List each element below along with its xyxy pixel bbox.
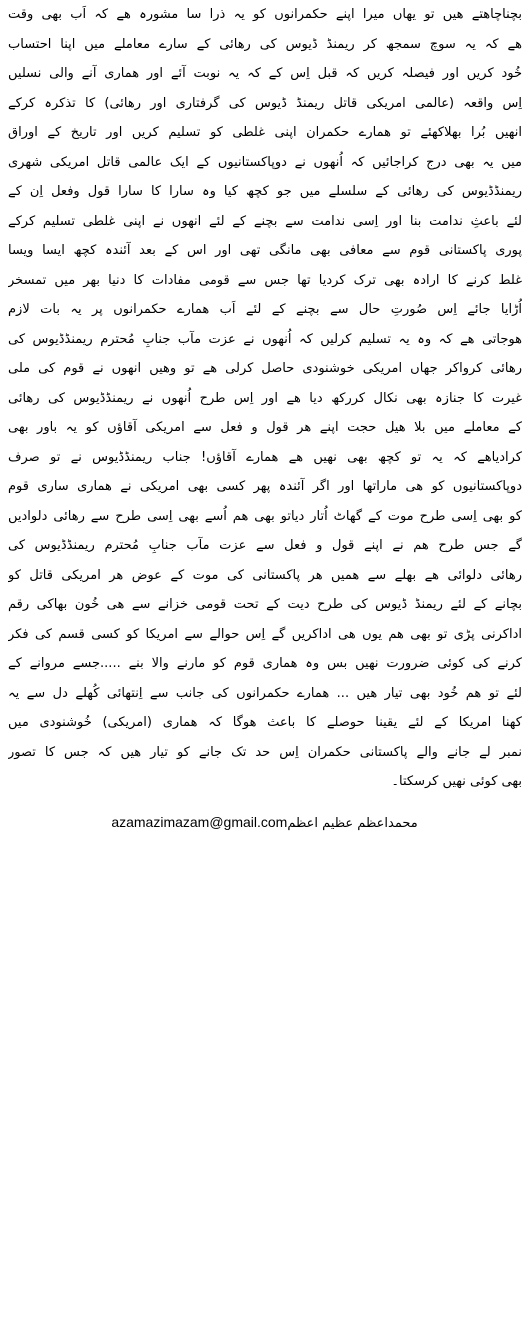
article-line: رھائی دلوائی ھے بھلے سے ھمیں ھر پاکستانی کی موت کے عوض ھر امریکی قاتل کو — [8, 567, 522, 583]
article-line: اداکرنی پڑی تو بھی ھم یوں ھی اداکریں گے اِس حوالے سے امریکا کو کسی قسم کی فکر — [8, 626, 522, 642]
article-line: پوری پاکستانی قوم سے معافی بھی مانگی تھی اور اس کے بعد آئندہ کچھ ایسا ویسا — [8, 243, 522, 258]
article-line: غیرت کا جنازہ بھی نکال کررکھ دیا ھے اور اِس طرح اُنھوں نے ریمنڈڈیوس کی رھائی — [8, 390, 522, 406]
article-line: ھے کہ یہ سوچ سمجھ کر ریمنڈ ڈیوس کی رھائی کے سارے معاملے میں اپنا احتساب — [8, 36, 522, 52]
article-line: غلط کرنے کا ارادہ بھی ترک کردیا تھا جس سے قومی مفادات کا دنیا بھر میں تمسخر — [8, 272, 522, 288]
article-line: کو بھی اِسی طرح موت کے گھاٹ اُتار دیاتو بھی ھم اُسے بھی اِسی طرح سے رھائی دلوادیں — [8, 508, 522, 524]
article-line: لئے تو ھم خُود بھی تیار ھیں ... ھمارے حکمرانوں کی جانب سے اِنتھائی کُھلے دل سے یہ — [8, 685, 522, 701]
article-line: نمبر لے جانے والے پاکستانی حکمران اِس حد تک جانے کو تیار ھیں کہ جس کا تصور — [8, 744, 522, 760]
article-line: خُود کریں اور فیصلہ کریں کہ قبل اِس کے کہ یہ نوبت آئے اور ھماری آنے والی نسلیں — [8, 66, 522, 81]
article-body — [8, 0, 522, 797]
article-line: بچانے کے لئے ریمنڈ ڈیوس کی طرح دیت کے تحت قومی خزانے سے ھی خُون بھاکی رقم — [8, 597, 522, 612]
article-line: کے معاملے میں بلا ھیل حجت اپنے ھر قول و فعل سے امریکی آقاؤں کو یہ باور بھی — [8, 420, 522, 435]
article-line: گے جس طرح ھم نے اپنے قول و فعل سے عزت مآب جنابِ مُحترم ریمنڈڈیوس کی — [8, 538, 522, 553]
author-signature — [0, 812, 529, 834]
author-email: azamazimazam@gmail.com — [111, 814, 288, 830]
article-line: اُڑایا جائے اِس صُورتِ حال سے بچنے کے لئے اَب ھمارے حکمرانوں پر یہ بات لازم — [8, 302, 522, 317]
article-line: بچناچاھتے ھیں تو یھاں میرا اپنے حکمرانوں کو یہ ذرا سا مشورہ ھے کہ اَب بھی وقت — [8, 7, 522, 22]
article-line: اِس واقعہ (عالمی امریکی قاتل ریمنڈ ڈیوس کی گرفتاری اور رھائی) کا تذکرہ کرکے — [8, 95, 522, 111]
article-line: بھی کوئی نھیں کرسکتا۔ — [391, 774, 522, 789]
article-line: کھنا امریکا کے لئے یقینا حوصلے کا باعث ھوگا کہ ھماری (امریکی) خُوشنودی میں — [8, 715, 522, 730]
article-line: انھیں بُرا بھلاکھئے تو ھمارے حکمران اپنی غلطی کو تسلیم کریں اور تاریخ کے اوراق — [8, 125, 522, 140]
article-line: کرنے کی کوئی ضرورت نھیں بس وہ ھماری قوم کو مارنے والا بنے .....جسے مروانے کے — [8, 656, 522, 671]
article-line: دوپاکستانیوں کو ھی ماراتھا اور اگر آئندہ پھر کسی بھی امریکی نے ھماری ساری قوم — [8, 479, 522, 494]
author-name: محمداعظم عظیم اعظم — [287, 816, 418, 831]
article-line: کرادیاھے کہ یہ تو کچھ بھی نھیں ھے ھمارے آقاؤں! جناب ریمنڈڈیوس نے تو صرف — [8, 449, 522, 465]
article-line: ھوجاتی ھے کہ وہ یہ تسلیم کرلیں کہ اُنھوں نے عزت مآب جنابِ مُحترم ریمنڈڈیوس کی — [8, 331, 522, 347]
article-line: لئے باعثِ ندامت بنا اور اِسی ندامت سے بچنے کے لئے انھوں نے اپنی غلطی تسلیم کرکے — [8, 213, 522, 229]
article-line: رھائی کرواکر جھاں امریکی خوشنودی حاصل کرلی ھے تو وھیں انھوں نے قوم کی ملی — [8, 361, 522, 376]
article-line: میں یہ بھی درج کراجائیں کہ اُنھوں نے دوپاکستانیوں کے ایک عالمی قاتل امریکی شھری — [8, 154, 522, 170]
article-line: ریمنڈڈیوس کی رھائی کے سلسلے میں جو کچھ کیا وہ سارا کا سارا قول وفعل اِن کے — [8, 184, 522, 199]
